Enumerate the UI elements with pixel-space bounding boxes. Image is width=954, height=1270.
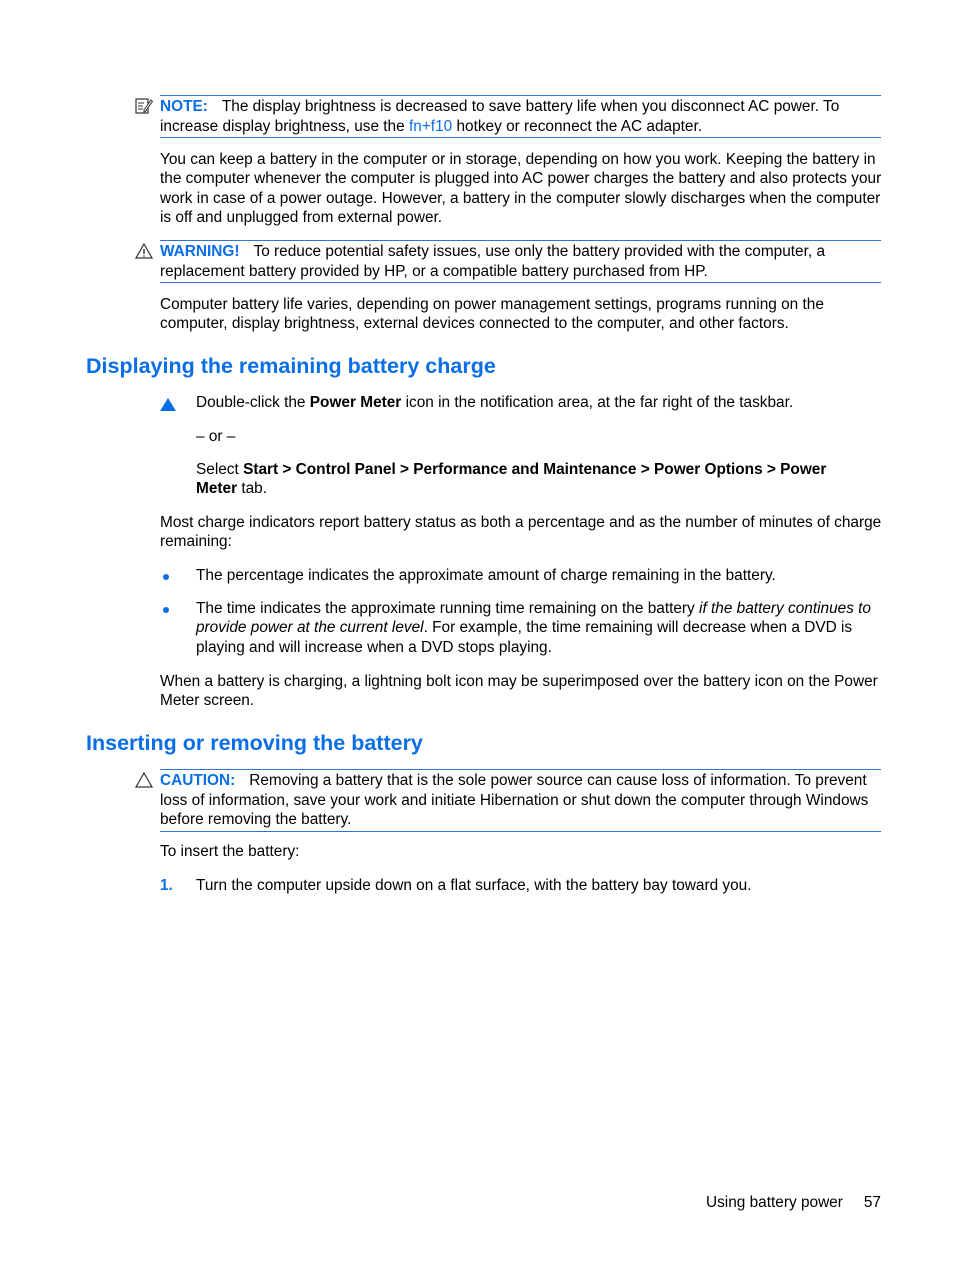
warning-label: WARNING! — [160, 243, 240, 260]
warning-text: To reduce potential safety issues, use only the battery provided with the computer, a replacement battery provided by HP, or a compatible battery purchased from HP. — [160, 243, 826, 280]
paragraph-battery-life: Computer battery life varies, depending on power management settings, programs running on the computer, display brightness, external devices connected to the computer, and other factors. — [160, 296, 824, 333]
select-prefix: Select — [196, 461, 244, 478]
footer-section-title: Using battery power — [706, 1194, 843, 1211]
step-number: 1. — [160, 877, 173, 894]
bullet-time-before: The time indicates the approximate running time remaining on the battery — [196, 600, 700, 617]
caution-triangle-icon — [135, 771, 153, 789]
paragraph-to-insert: To insert the battery: — [160, 843, 300, 860]
note-text-before: The display brightness is decreased to save battery life when you disconnect AC power. To increase display brightness, use the — [160, 98, 840, 135]
bullet-time — [196, 599, 882, 657]
step-turn-computer: Turn the computer upside down on a flat surface, with the battery bay toward you. — [196, 877, 752, 894]
caution-text: Removing a battery that is the sole power source can cause loss of information. To prevent loss of information, save your work and initiate Hibernation or shut down the computer through Windows before removing the battery. — [160, 772, 869, 828]
select-suffix: tab. — [237, 480, 268, 498]
step-select-path — [196, 460, 882, 499]
menu-path-line1: Start > Control Panel > Performance and Maintenance > Power Options > Power — [243, 461, 827, 478]
paragraph-charge-indicators: Most charge indicators report battery status as both a percentage and as the number of minutes of charge remaining: — [160, 514, 882, 551]
section-heading-remaining-charge: Displaying the remaining battery charge — [86, 354, 496, 378]
section-heading-inserting-battery: Inserting or removing the battery — [86, 731, 423, 755]
note-pencil-icon — [135, 97, 153, 115]
note-text-after: hotkey or reconnect the AC adapter. — [452, 117, 703, 135]
step-double-click — [196, 393, 882, 412]
warning-triangle-icon — [135, 242, 153, 260]
page-number: 57 — [863, 1194, 881, 1211]
caution-box — [160, 769, 881, 832]
bullet-dot-icon — [163, 607, 169, 613]
caution-label: CAUTION: — [160, 772, 236, 789]
bullet-percentage: The percentage indicates the approximate amount of charge remaining in the battery. — [196, 567, 776, 584]
paragraph-charging: When a battery is charging, a lightning bolt icon may be superimposed over the battery icon on the Power Meter screen. — [160, 673, 878, 710]
note-box — [160, 95, 881, 138]
or-separator: – or – — [196, 428, 236, 445]
bullet-time-after: . For example, the time remaining will decrease when a DVD is playing and will increase when a DVD stops playing. — [196, 619, 853, 656]
page-footer — [706, 1193, 881, 1212]
power-meter-term: Power Meter — [309, 394, 402, 411]
fn-f10-link[interactable]: fn+f10 — [408, 117, 453, 135]
note-label: NOTE: — [160, 98, 208, 115]
warning-box — [160, 240, 881, 283]
step-text-after: icon in the notification area, at the far right of the taskbar. — [401, 394, 794, 411]
bullet-time-italic: if the battery continues to provide power at the current level — [196, 600, 871, 637]
step-triangle-icon — [160, 398, 176, 411]
paragraph-battery-storage: You can keep a battery in the computer or in storage, depending on how you work. Keeping the battery in the computer whenever the computer is plugged into AC power charges the battery and also protects your work in case of a power outage. However, a battery in the computer slowly discharges when the computer is off and unplugged from external power. — [160, 151, 882, 226]
step-text-before: Double-click the — [196, 394, 310, 411]
menu-path-line2: Meter — [196, 480, 238, 498]
bullet-dot-icon — [163, 574, 169, 580]
